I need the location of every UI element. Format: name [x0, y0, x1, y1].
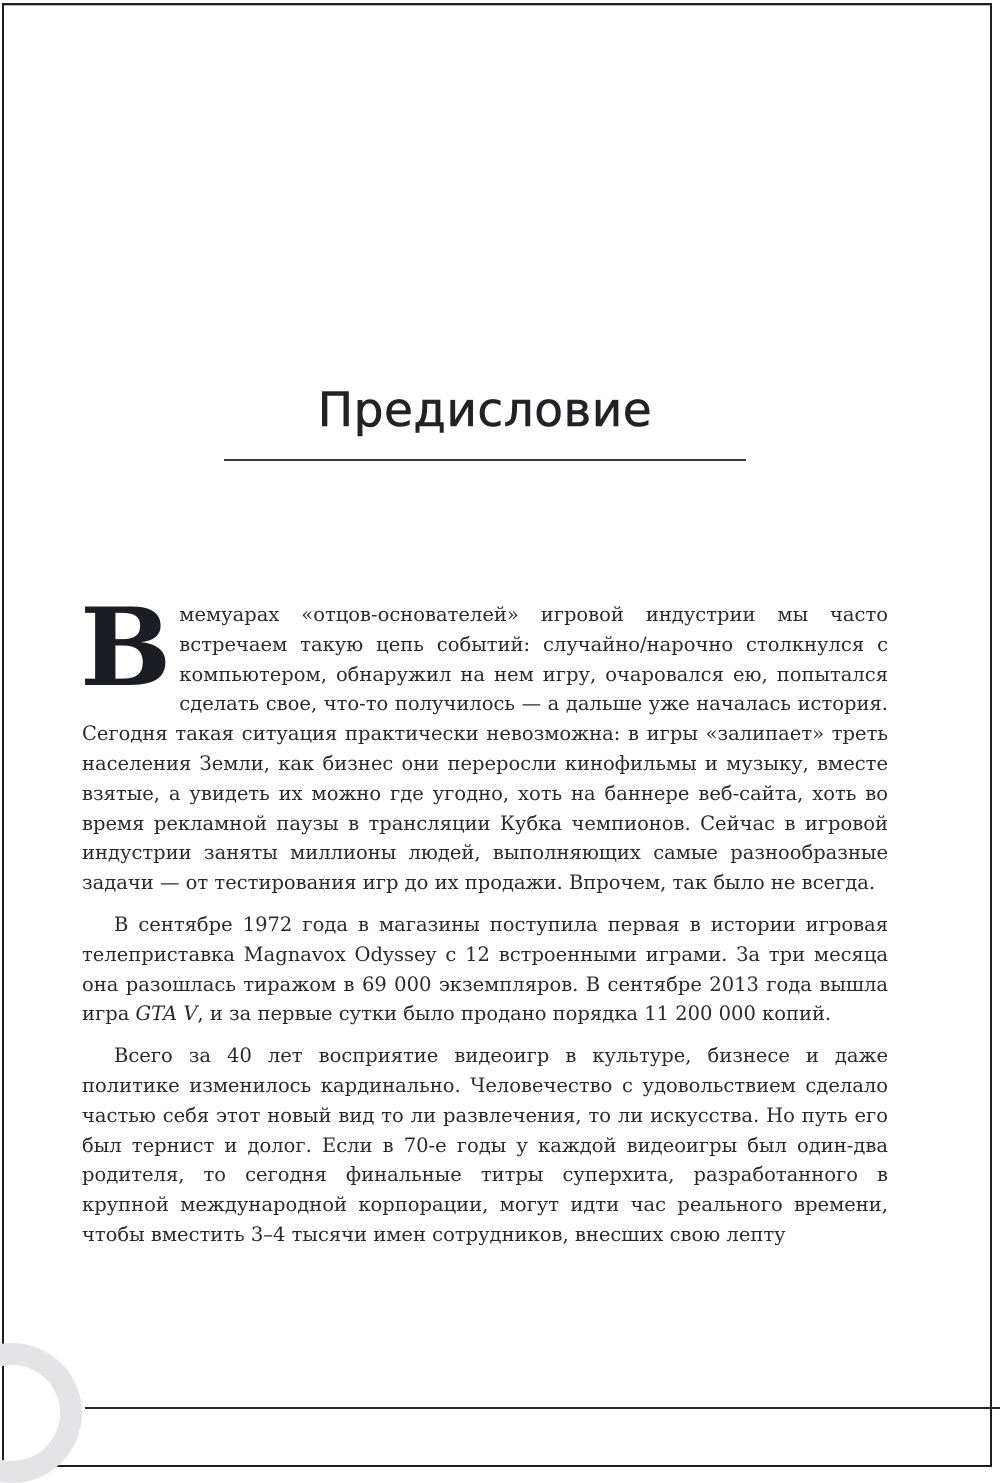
paragraph-2: [82, 910, 888, 1029]
page-title: Предисловие: [317, 383, 653, 439]
paragraph-3: [82, 1041, 888, 1250]
paragraph-1: [80, 585, 888, 898]
footer-divider: [85, 1407, 1000, 1409]
title-divider: [224, 459, 746, 461]
paragraph-2-text-after: , и за первые сутки было продано порядка 11 200 000 копий.: [197, 1002, 832, 1026]
body-text: [80, 585, 888, 1262]
game-title-italic: GTA V: [135, 1002, 198, 1026]
drop-cap: В: [80, 585, 172, 711]
paragraph-2-text-before: В сентябре 1972 года в магазины поступила первая в истории игровая телеприставка Magnavox Odyssey с 12 встроенными играми. За три месяца она разошлась тиражом в 69 000 экземпляров. В сентябре 2013 года вышла игра: [82, 912, 888, 1026]
paragraph-3-text: Всего за 40 лет восприятие видеоигр в культуре, бизнесе и даже политике изменилось кардинально. Человечество с удовольствием сделало частью себя этот новый вид то ли развлечения, то ли искусства. Но путь его был тернист и долог. Если в 70-е годы у каждой видеоигры был один-два родителя, то сегодня финальные титры суперхита, разработанного в крупной международной корпорации, могут идти час реального времени, чтобы вместить 3–4 тысячи имен сотрудников, внесших свою лепту: [82, 1044, 888, 1246]
paragraph-1-text: мемуарах «отцов-основателей» игровой индустрии мы часто встречаем такую цепь событий: случайно/нарочно столкнулся с компьютером, обнаружил на нем игру, очаровался ею, попытался сделать свое, что-то получилось — а дальше уже началась история. Сегодня такая ситуация практически невозможна: в игры «залипает» треть населения Земли, как бизнес они переросли кинофильмы и музыку, вместе взятые, а увидеть их можно где угодно, хоть на баннере веб-сайта, хоть во время рекламной паузы в трансляции Кубка чемпионов. Сейчас в игровой индустрии заняты миллионы людей, выполняющих самые разнообразные задачи — от тестирования игр до их продажи. Впрочем, так было не всегда.: [82, 603, 888, 895]
